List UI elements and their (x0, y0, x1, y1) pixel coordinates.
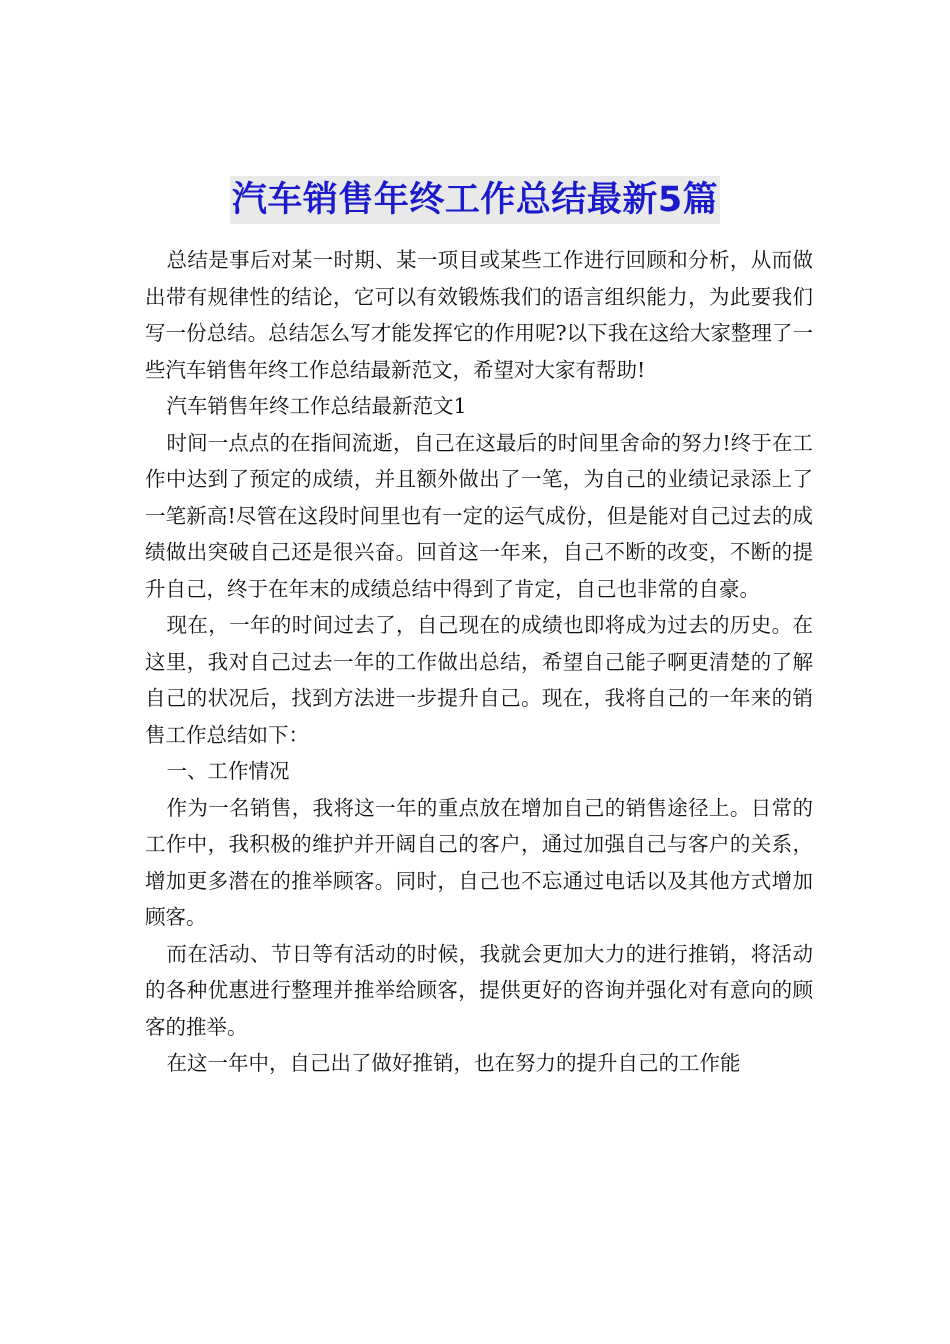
title-container (0, 176, 950, 224)
body-paragraph: 现在，一年的时间过去了，自己现在的成绩也即将成为过去的历史。在这里，我对自己过去一年的工作做出总结，希望自己能子啊更清楚的了解自己的状况后，找到方法进一步提升自己。现在，我将自己的一年来的销售工作总结如下： (145, 613, 813, 747)
section-heading-sample-1: 汽车销售年终工作总结最新范文1 (166, 394, 467, 418)
body-paragraph: 而在活动、节日等有活动的时候，我就会更加大力的进行推销，将活动的各种优惠进行整理并推举给顾客，提供更好的咨询并强化对有意向的顾客的推举。 (145, 941, 813, 1039)
document-body (145, 242, 813, 1082)
document-title: 汽车销售年终工作总结最新5篇 (230, 176, 720, 224)
body-paragraph: 作为一名销售，我将这一年的重点放在增加自己的销售途径上。日常的工作中，我积极的维护并开阔自己的客户，通过加强自己与客户的关系，增加更多潜在的推举顾客。同时，自己也不忘通过电话以及其他方式增加顾客。 (145, 795, 813, 929)
section-heading-work-situation: 一、工作情况 (166, 759, 290, 783)
body-paragraph: 时间一点点的在指间流逝，自己在这最后的时间里舍命的努力!终于在工作中达到了预定的成绩，并且额外做出了一笔，为自己的业绩记录添上了一笔新高!尽管在这段时间里也有一定的运气成份，但是能对自己过去的成绩做出突破自己还是很兴奋。回首这一年来，自己不断的改变，不断的提升自己，终于在年末的成绩总结中得到了肯定，自己也非常的自豪。 (145, 430, 813, 601)
body-paragraph: 在这一年中，自己出了做好推销，也在努力的提升自己的工作能 (166, 1051, 741, 1075)
intro-paragraph: 总结是事后对某一时期、某一项目或某些工作进行回顾和分析，从而做出带有规律性的结论，它可以有效锻炼我们的语言组织能力，为此要我们写一份总结。总结怎么写才能发挥它的作用呢?以下我在这给大家整理了一些汽车销售年终工作总结最新范文，希望对大家有帮助! (145, 248, 813, 382)
